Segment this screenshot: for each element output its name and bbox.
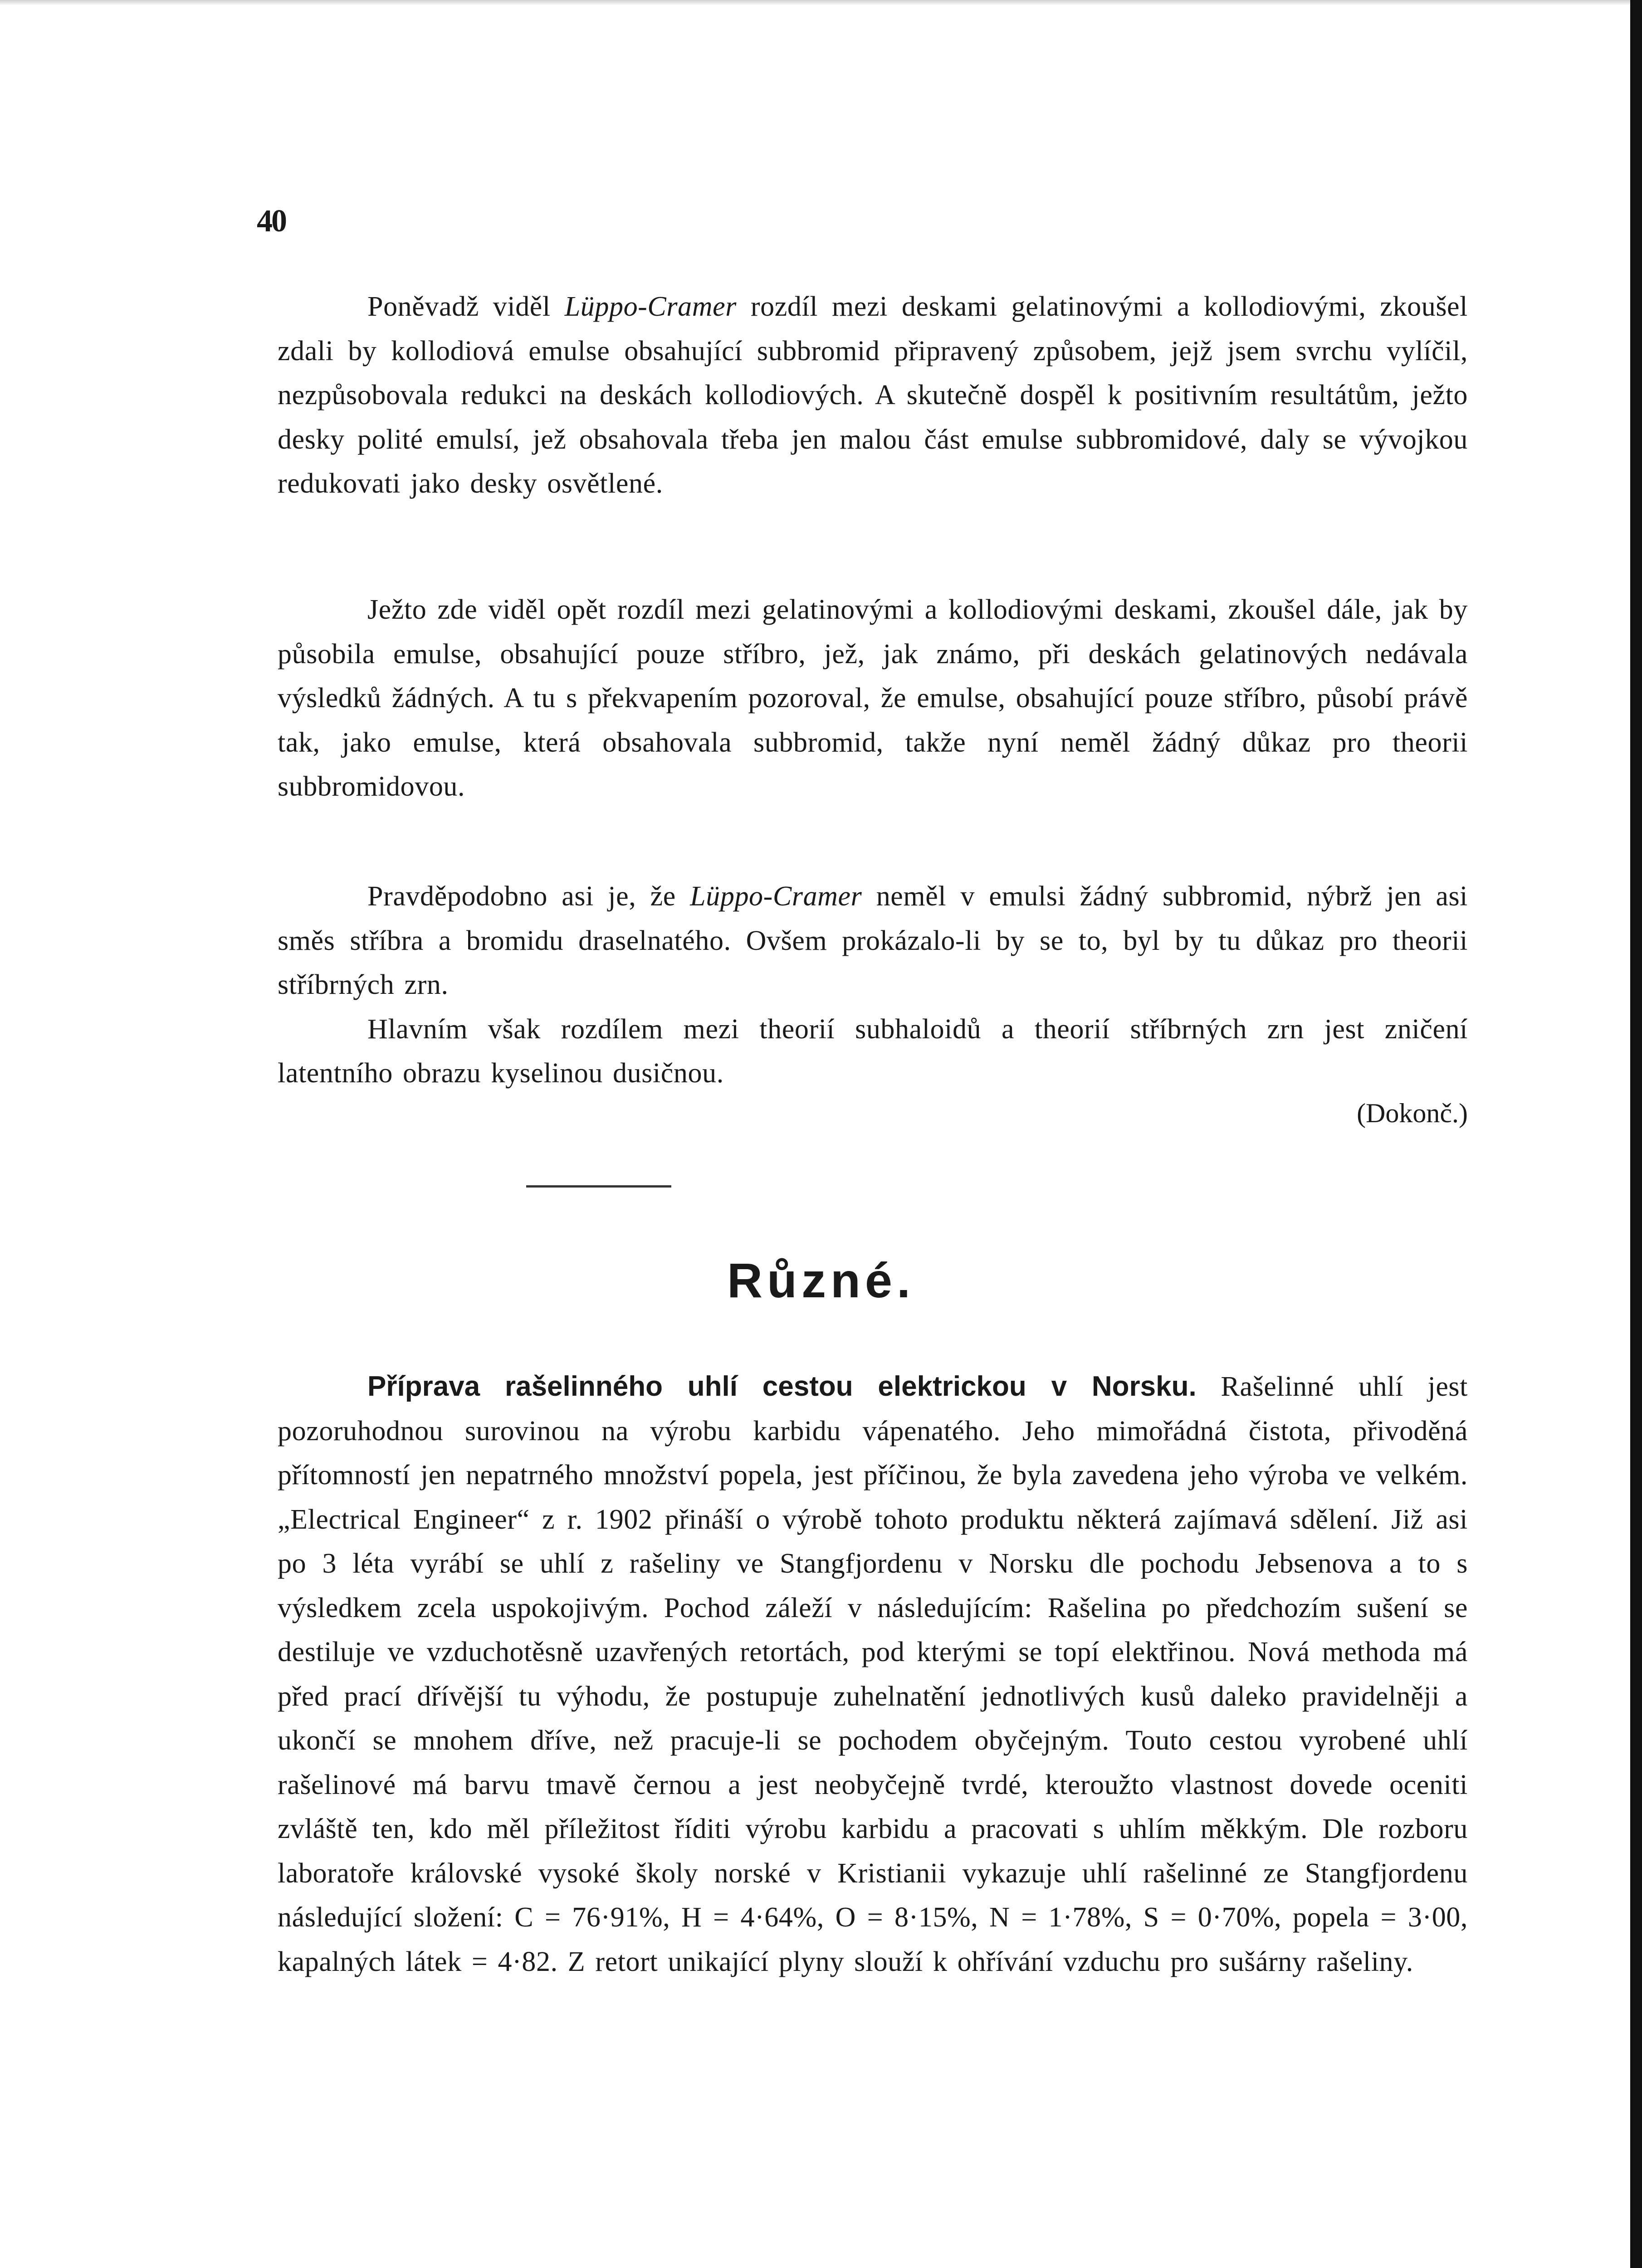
italic-name: Lüppo-Cramer [690,881,862,912]
paragraph-2-text: Ježto zde viděl opět rozdíl mezi gelatinovými a kollodiovými deskami, zkoušel dále, jak by působila emulse, obsahující pouze stříbro, jež, jak známo, při deskách gelatinových nedávala výsledků žádných. A tu s překvapením pozoroval, že emulse, obsahující pouze stříbro, působí právě tak, jako emulse, která obsahovala subbromid, takže nyní neměl žádný důkaz pro theorii subbromidovou. [278,594,1468,802]
note-holder [278,0,1468,1134]
scan-right-edge [1630,0,1642,2268]
paragraph-4-text: Hlavním však rozdílem mezi theorií subhaloidů a theorií stříbrných zrn jest zničení latentního obrazu kyselinou dusičnou. [278,1013,1468,1089]
section-divider [526,1185,671,1188]
article-body: Rašelinné uhlí jest pozoruhodnou surovinou na výrobu karbidu vápenatého. Jeho mimořádná čistota, přivoděná přítomností jen nepatrného množství popela, jest příčinou, že byla zavedena jeho výroba ve velkém. „Electrical Engineer“ z r. 1902 přináší o výrobě tohoto produktu některá zajímavá sdělení. Již asi po 3 léta vyrábí se uhlí z rašeliny ve Stangfjordenu v Norsku dle pochodu Jebsenova a to s výsledkem zcela uspokojivým. Pochod záleží v následujícím: Rašelina po předchozím sušení se destiluje ve vzduchotěsně uzavřených retortách, pod kterými se topí elektřinou. Nová methoda má před prací dřívější tu výhodu, že postupuje zuhelnatění jednotlivých kusů daleko pravidelněji a ukončí se mnohem dříve, než pracuje-li se pochodem obyčejným. Touto cestou vyrobené uhlí rašelinové má barvu tmavě černou a jest neobyčejně tvrdé, kteroužto vlastnost dovede oceniti zvláště ten, kdo měl příležitost říditi výrobu karbidu a pracovati s uhlím měkkým. Dle rozboru laboratoře královské vysoké školy norské v Kristianii vykazuje uhlí rašelinné ze Stangfjordenu následující složení: C = 76·91%, H = 4·64%, O = 8·15%, N = 1·78%, S = 0·70%, popela = 3·00, kapalných látek = 4·82. Z retort unikající plyny slouží k ohřívání vzduchu pro sušárny rašeliny. [278,1371,1468,1977]
article-title: Příprava rašelinného uhlí cestou elektrickou v Norsku. [367,1371,1197,1402]
paragraph-3-text: Pravděpodobno asi je, že Lüppo-Cramer neměl v emulsi žádný subbromid, nýbrž jen asi směs stříbra a bromidu draselnatého. Ovšem prokázalo-li by se to, byl by tu důkaz pro theorii stříbrných zrn. [278,881,1468,1000]
italic-name: Lüppo-Cramer [564,291,737,322]
article-block [278,1364,1468,1984]
page-number: 40 [257,204,286,239]
paragraph-1-text: Poněvadž viděl Lüppo-Cramer rozdíl mezi deskami gelatinovými a kollodiovými, zkoušel zdali by kollodiová emulse obsahující subbromid připravený způsobem, jejž jsem svrchu vylíčil, nezpůsobovala redukci na deskách kollodiových. A skutečně dospěl k positivním resultátům, ježto desky polité emulsí, jež obsahovala třeba jen malou část emulse subbromidové, daly se vývojkou redukovati jako desky osvětlené. [278,291,1468,499]
article-paragraph [278,1364,1468,1984]
section-title: Různé. [727,1253,915,1308]
continued-note: (Dokonč.) [1357,1098,1468,1128]
